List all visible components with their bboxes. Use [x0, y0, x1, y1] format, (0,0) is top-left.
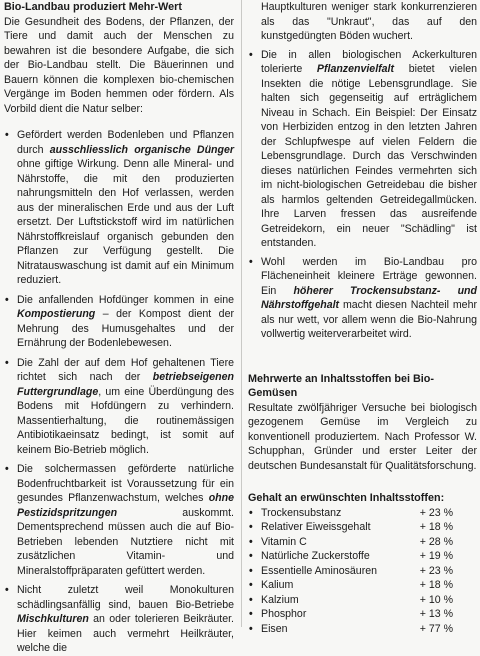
left-bullet-list	[4, 128, 234, 656]
continued-paragraph: Hauptkulturen weniger stark konkurrenzieren als das "Unkraut", das auf den kunstgedüngten Böden wuchert.	[261, 1, 477, 42]
emphasis: höherer Trockensubstanz- und Nährstoffgehalt	[261, 284, 477, 311]
list-item: • Eisen + 77 %	[248, 622, 477, 637]
right-bullet-list	[248, 48, 477, 342]
section-paragraph: Resultate zwölfjähriger Versuche bei biologisch gezogenem Gemüse im Vergleich zu konventionell produziertem. Nach Professor W. Schupphan, Gründer und erster Leiter der deutschen Bundesanstalt für Qualitätsforschung.	[248, 401, 477, 472]
list-item: • Natürliche Zuckerstoffe + 19 %	[248, 549, 477, 564]
list-item: • Wohl werden im Bio-Landbau pro Flächeneinheit kleinere Erträge gewonnen. Ein höherer Trockensubstanz- und Nährstoffgehalt macht diesen Nachteil mehr als nur wett, vor allem wenn die Bio-Nahrung vollwertig weiterverarbeitet wird.	[248, 255, 477, 342]
section-heading: Mehrwerte an Inhaltsstoffen bei Bio-Gemüsen	[248, 372, 434, 399]
list-item: • Die anfallenden Hofdünger kommen in eine Kompostierung – der Kompost dient der Mehrung des Humusgehaltes und der Ernährung der Bodenlebewesen.	[4, 293, 234, 351]
list-item: • Essentielle Aminosäuren + 23 %	[248, 564, 477, 579]
emphasis: ohne Pestizidspritzungen	[17, 492, 234, 519]
list-item: • Kalium + 18 %	[248, 578, 477, 593]
list-item: • Die Zahl der auf dem Hof gehaltenen Tiere richtet sich nach der betriebseigenen Futtergrundlage, um eine Überdüngung des Bodens mit Hofdüngern zu verhindern. Massentierhaltung, die routinemässigen Antibiotikaeinsatz bedingt, ist somit auf keinem Bio-Betrieb möglich.	[4, 356, 234, 458]
list-item: • Die solchermassen geförderte natürliche Bodenfruchtbarkeit ist Voraussetzung für ein gesundes Pflanzenwachstum, welches ohne Pestizidspritzungen auskommt. Dementsprechend müssen auch die auf Bio-Betrieben lebenden Nutztiere nicht mit zusätzlichen Vitamin- und Mineralstoffpräparaten gefüttert werden.	[4, 462, 234, 578]
article-heading: Bio-Landbau produziert Mehr-Wert	[4, 1, 182, 13]
list-item: • Phosphor + 13 %	[248, 607, 477, 622]
emphasis: ausschliesslich organische Dünger	[49, 143, 234, 156]
column-divider	[241, 0, 242, 627]
emphasis: Pflanzenvielfalt	[316, 63, 395, 75]
right-column	[248, 0, 477, 636]
list-item: • Kalzium + 10 %	[248, 593, 477, 608]
list-item: • Vitamin C + 28 %	[248, 535, 477, 550]
emphasis: betriebseigenen Futtergrundlage	[17, 371, 234, 398]
list-item: • Trockensubstanz + 23 %	[248, 506, 477, 521]
emphasis: Kompostierung	[17, 308, 96, 320]
gain-list	[248, 506, 477, 637]
list-item: • Gefördert werden Bodenleben und Pflanzen durch ausschliesslich organische Dünger ohne giftige Wirkung. Denn alle Mineral- und Nährstoffe, die mit den produzierten nahrungsmitteln den Hof verlassen, werden aus der mineralischen Erde und aus der Luft ersetzt. Der Luftstickstoff wird im natürlichen Nährstoffkreislauf organisch gebunden den Pflanzen zur Verfügung gestellt. Die Nitratauswaschung ist damit auf ein Minimum reduziert.	[4, 128, 234, 288]
emphasis: Mischkulturen	[17, 613, 89, 625]
list-item: • Nicht zuletzt weil Monokulturen schädlingsanfällig sind, bauen Bio-Betriebe Mischkulturen an oder tolerieren Beikräuter. Hier keimen auch vermehrt Heilkräuter, welche die	[4, 583, 234, 656]
intro-paragraph: Die Gesundheit des Bodens, der Pflanzen, der Tiere und damit auch der Menschen zu bewahren ist die besondere Aufgabe, die sich der Bio-Landbau stellt. Die Bäuerinnen und Bauern können die komplexen bio-chemischen Vergänge im Boden hemmen oder fördern. Als Vorbild dient die Natur selber:	[4, 15, 234, 115]
gain-heading: Gehalt an erwünschten Inhaltsstoffen:	[248, 492, 445, 504]
list-item: • Die in allen biologischen Ackerkulturen tolerierte Pflanzenvielfalt bietet vielen Insekten die nötige Lebensgrundlage. Sie halten sich gegenseitig auf erträglichem Niveau in Schach. Ein Beispiel: Der Einsatz von Herbiziden entzog in den letzten Jahren der Schlupfwespe auf vielen Feldern die Lebensgrundlage. Durch das Verschwinden dieses natürlichen Feindes vermehrten sich im nicht-biologischen Getreidebau die bisher als harmlos geltenden Getreidegallmücken. Ihre Larven fressen das ausreifende Getreidekorn, ein neuer "Schädling" ist entstanden.	[248, 48, 477, 251]
left-column	[4, 0, 234, 656]
list-item: • Relativer Eiweissgehalt + 18 %	[248, 520, 477, 535]
